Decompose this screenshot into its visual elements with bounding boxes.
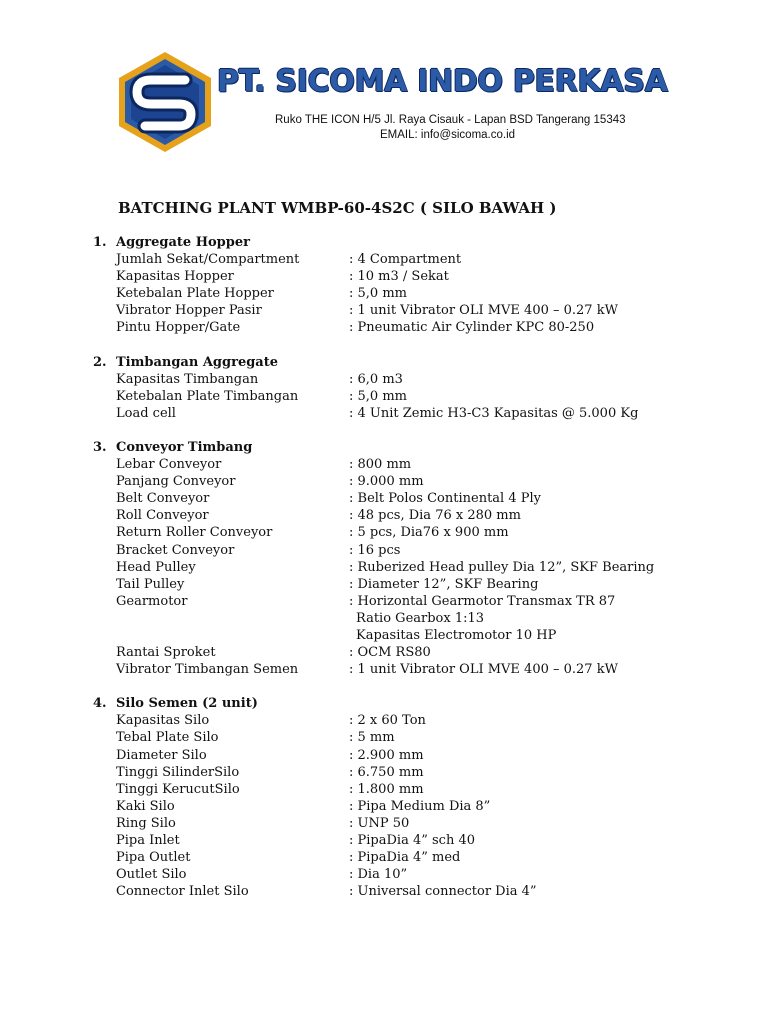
spec-label: Kapasitas Silo bbox=[116, 713, 210, 729]
spec-label: Tebal Plate Silo bbox=[116, 730, 219, 746]
spec-row bbox=[93, 593, 733, 610]
spec-label: Kaki Silo bbox=[116, 798, 175, 814]
spec-row bbox=[93, 815, 733, 832]
spec-label: Tail Pulley bbox=[116, 576, 185, 592]
spec-label: Diameter Silo bbox=[116, 747, 207, 763]
spec-section bbox=[93, 695, 733, 900]
spec-value: : Ruberized Head pulley Dia 12”, SKF Bearing bbox=[349, 559, 655, 575]
spec-row bbox=[93, 302, 733, 319]
spec-value: : Horizontal Gearmotor Transmax TR 87 bbox=[349, 593, 616, 609]
spec-row bbox=[93, 627, 733, 644]
spec-value: : PipaDia 4” med bbox=[349, 850, 461, 866]
spec-value: : 10 m3 / Sekat bbox=[349, 269, 449, 285]
section-number: 3. bbox=[93, 439, 107, 455]
spec-value: Kapasitas Electromotor 10 HP bbox=[356, 627, 557, 643]
spec-row bbox=[93, 798, 733, 815]
spec-value: : 48 pcs, Dia 76 x 280 mm bbox=[349, 508, 521, 524]
spec-label: Panjang Conveyor bbox=[116, 474, 236, 490]
spec-value: : 5,0 mm bbox=[349, 286, 407, 302]
section-heading bbox=[93, 234, 733, 251]
spec-row bbox=[93, 883, 733, 900]
section-heading bbox=[93, 354, 733, 371]
spec-label: Head Pulley bbox=[116, 559, 196, 575]
spec-row bbox=[93, 371, 733, 388]
spec-row bbox=[93, 661, 733, 678]
spec-row bbox=[93, 747, 733, 764]
spec-row bbox=[93, 559, 733, 576]
spec-value: : OCM RS80 bbox=[349, 645, 431, 661]
spec-value: : Dia 10” bbox=[349, 867, 408, 883]
spec-row bbox=[93, 576, 733, 593]
spec-row bbox=[93, 251, 733, 268]
company-email: EMAIL: info@sicoma.co.id bbox=[380, 129, 516, 141]
spec-value: : 4 Compartment bbox=[349, 252, 462, 268]
spec-value: : Diameter 12”, SKF Bearing bbox=[349, 576, 539, 592]
spec-section bbox=[93, 439, 733, 678]
company-address: Ruko THE ICON H/5 Jl. Raya Cisauk - Lapan BSD Tangerang 15343 bbox=[275, 114, 626, 126]
section-heading bbox=[93, 695, 733, 712]
spec-row bbox=[93, 473, 733, 490]
spec-section bbox=[93, 234, 733, 337]
section-title: Aggregate Hopper bbox=[116, 235, 250, 250]
spec-label: Roll Conveyor bbox=[116, 508, 209, 524]
spec-label: Pipa Outlet bbox=[116, 850, 191, 866]
spec-row bbox=[93, 268, 733, 285]
spec-label: Ketebalan Plate Timbangan bbox=[116, 388, 299, 404]
spec-value: : Pneumatic Air Cylinder KPC 80-250 bbox=[349, 320, 595, 336]
spec-value: : PipaDia 4” sch 40 bbox=[349, 833, 476, 848]
spec-value: : Belt Polos Continental 4 Ply bbox=[349, 491, 541, 507]
spec-label: Lebar Conveyor bbox=[116, 457, 222, 473]
spec-row bbox=[93, 866, 733, 883]
spec-label: Tinggi SilinderSilo bbox=[116, 764, 240, 780]
spec-row bbox=[93, 729, 733, 746]
spec-row bbox=[93, 781, 733, 798]
spec-sections bbox=[93, 234, 733, 917]
spec-label: Pipa Inlet bbox=[116, 833, 180, 848]
spec-value: : 1 unit Vibrator OLI MVE 400 – 0.27 kW bbox=[349, 662, 618, 678]
sicoma-logo-icon bbox=[115, 50, 215, 154]
spec-row bbox=[93, 644, 733, 661]
section-title: Conveyor Timbang bbox=[116, 439, 253, 455]
spec-label: Load cell bbox=[116, 405, 176, 421]
section-number: 1. bbox=[93, 235, 107, 250]
section-number: 4. bbox=[93, 696, 107, 712]
spec-row bbox=[93, 832, 733, 849]
section-number: 2. bbox=[93, 354, 107, 370]
spec-label: Tinggi KerucutSilo bbox=[116, 781, 240, 797]
spec-label: Vibrator Hopper Pasir bbox=[116, 303, 262, 319]
spec-value: : 1.800 mm bbox=[349, 781, 424, 797]
spec-value: : 5,0 mm bbox=[349, 388, 407, 404]
spec-row bbox=[93, 490, 733, 507]
spec-row bbox=[93, 610, 733, 627]
spec-label: Kapasitas Timbangan bbox=[116, 371, 259, 387]
spec-row bbox=[93, 388, 733, 405]
spec-label: Belt Conveyor bbox=[116, 491, 210, 507]
spec-value: : 5 mm bbox=[349, 730, 395, 746]
spec-label: Ring Silo bbox=[116, 815, 176, 831]
spec-row bbox=[93, 507, 733, 524]
spec-row bbox=[93, 319, 733, 336]
spec-value: : 6.750 mm bbox=[349, 764, 424, 780]
section-title: Silo Semen (2 unit) bbox=[116, 696, 258, 712]
spec-value: : 2.900 mm bbox=[349, 747, 424, 763]
spec-row bbox=[93, 542, 733, 559]
spec-value: : 2 x 60 Ton bbox=[349, 713, 426, 729]
section-heading bbox=[93, 439, 733, 456]
spec-section bbox=[93, 354, 733, 422]
spec-row bbox=[93, 849, 733, 866]
spec-row bbox=[93, 524, 733, 541]
spec-label: Bracket Conveyor bbox=[116, 542, 235, 558]
spec-label: Ketebalan Plate Hopper bbox=[116, 286, 274, 302]
spec-label: Connector Inlet Silo bbox=[116, 884, 249, 900]
spec-value: : UNP 50 bbox=[349, 815, 410, 831]
spec-label: Outlet Silo bbox=[116, 867, 187, 883]
spec-label: Kapasitas Hopper bbox=[116, 269, 234, 285]
spec-value: : 1 unit Vibrator OLI MVE 400 – 0.27 kW bbox=[349, 303, 618, 319]
spec-row bbox=[93, 456, 733, 473]
spec-value: : 4 Unit Zemic H3-C3 Kapasitas @ 5.000 Kg bbox=[349, 405, 639, 421]
spec-row bbox=[93, 285, 733, 302]
spec-value: : 800 mm bbox=[349, 457, 412, 473]
spec-label: Vibrator Timbangan Semen bbox=[116, 662, 299, 678]
spec-label: Jumlah Sekat/Compartment bbox=[116, 252, 300, 268]
spec-label: Return Roller Conveyor bbox=[116, 525, 273, 541]
letterhead bbox=[0, 0, 768, 160]
spec-label: Pintu Hopper/Gate bbox=[116, 320, 241, 336]
spec-label: Rantai Sproket bbox=[116, 645, 216, 661]
spec-value: Ratio Gearbox 1:13 bbox=[356, 610, 485, 626]
spec-value: : 9.000 mm bbox=[349, 474, 424, 490]
section-title: Timbangan Aggregate bbox=[116, 354, 278, 370]
spec-row bbox=[93, 712, 733, 729]
spec-value: : 16 pcs bbox=[349, 542, 401, 558]
spec-row bbox=[93, 764, 733, 781]
spec-label: Gearmotor bbox=[116, 593, 188, 609]
company-name: PT. SICOMA INDO PERKASA bbox=[217, 64, 668, 99]
spec-value: : 6,0 m3 bbox=[349, 371, 403, 387]
spec-value: : 5 pcs, Dia76 x 900 mm bbox=[349, 525, 509, 541]
spec-row bbox=[93, 405, 733, 422]
spec-value: : Universal connector Dia 4” bbox=[349, 884, 537, 900]
document-title: BATCHING PLANT WMBP-60-4S2C ( SILO BAWAH ) bbox=[118, 199, 557, 217]
spec-value: : Pipa Medium Dia 8” bbox=[349, 798, 491, 814]
